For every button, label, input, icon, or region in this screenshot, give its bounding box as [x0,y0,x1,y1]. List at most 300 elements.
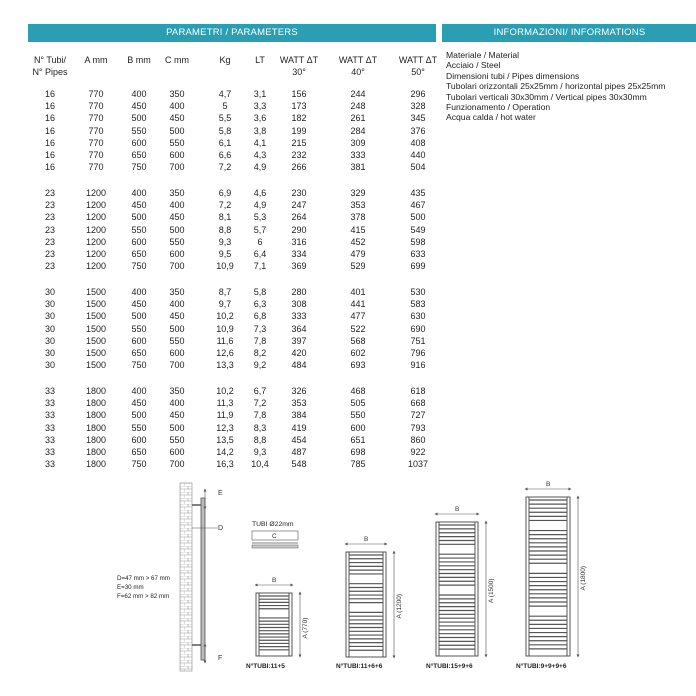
table-cell: 4,9 [253,200,267,211]
table-cell: 500 [169,224,185,235]
table-cell: 549 [410,224,426,235]
table-cell: 3,3 [253,101,267,112]
table-cell: 400 [131,188,147,198]
table-cell: 419 [291,422,307,433]
table-cell: 10,9 [216,261,234,272]
table-cell: 9,5 [218,249,232,259]
model-caption: N°TUBI:9+9+9+6 [516,663,567,670]
table-cell: 6,3 [253,299,267,310]
table-cell: 750 [131,162,147,173]
table-cell: 16 [44,101,55,112]
table-cell: 350 [169,386,185,396]
table-cell: 699 [410,261,426,272]
table-cell: 5,3 [253,212,267,223]
table-cell: 550 [169,335,185,346]
info-item: Acqua calda / hot water [446,112,536,123]
table-cell: 1037 [407,459,429,470]
table-cell: 378 [350,212,366,223]
table-cell: 23 [44,224,55,235]
label-c: C [272,533,277,540]
spec-d: D=47 mm > 67 mm [117,575,170,582]
table-cell: 33 [44,410,55,421]
table-cell: 1800 [85,459,107,470]
table-cell: 9,3 [218,236,232,247]
table-cell: 309 [350,137,366,148]
column-header-line1: N° Tubi/ [33,55,67,65]
label-b: B [272,577,277,584]
info-item: Funzionamento / Operation [446,102,551,113]
table-cell: 770 [88,125,104,136]
table-cell: 450 [131,299,147,310]
table-cell: 308 [291,299,307,310]
table-cell: 33 [44,422,55,433]
table-cell: 770 [88,137,104,148]
table-cell: 30 [44,287,55,297]
table-cell: 247 [291,200,307,211]
table-cell: 8,3 [253,422,267,433]
column-header-line1: A mm [84,55,108,65]
table-cell: 364 [291,323,307,334]
table-cell: 329 [350,188,366,198]
table-cell: 353 [291,398,307,409]
label-f: F [218,655,223,662]
table-cell: 16 [44,162,55,173]
table-cell: 770 [88,113,104,124]
table-cell: 600 [169,447,185,457]
radiator-model [246,577,309,670]
table-cell: 500 [131,410,147,421]
column-header-line2: 50° [411,67,425,77]
table-cell: 9,3 [253,447,267,457]
table-cell: 450 [169,212,185,223]
table-cell: 7,2 [218,162,232,173]
table-cell: 5,5 [218,113,232,124]
table-cell: 796 [410,348,426,358]
table-cell: 1500 [85,360,107,371]
table-cell: 690 [410,323,426,334]
table-cell: 333 [291,311,307,322]
table-cell: 550 [169,434,185,445]
table-cell: 1200 [85,212,107,223]
table-cell: 618 [410,386,426,396]
table-cell: 727 [410,410,426,421]
table-cell: 750 [131,459,147,470]
info-item: Acciaio / Steel [446,60,501,71]
table-cell: 8,2 [253,348,267,358]
table-cell: 400 [169,299,185,310]
table-cell: 381 [350,162,366,173]
table-cell: 698 [350,447,366,457]
table-cell: 785 [350,459,366,470]
table-cell: 8,8 [218,224,232,235]
table-cell: 400 [169,200,185,211]
table-cell: 415 [350,224,366,235]
table-cell: 1800 [85,434,107,445]
table-cell: 484 [291,360,307,371]
table-cell: 16 [44,125,55,136]
table-cell: 7,8 [253,410,267,421]
table-cell: 4,6 [253,188,267,198]
table-cell: 550 [131,323,147,334]
table-cell: 369 [291,261,307,272]
table-cell: 435 [410,188,426,198]
table-cell: 23 [44,188,55,198]
table-cell: 568 [350,335,366,346]
pipe-top-view [252,521,298,548]
table-cell: 1500 [85,335,107,346]
table-cell: 477 [350,311,366,322]
table-cell: 700 [169,360,185,371]
table-cell: 23 [44,261,55,272]
table-cell: 602 [350,348,366,358]
table-cell: 11,9 [216,410,234,421]
table-cell: 600 [169,348,185,358]
column-header-line2: 40° [351,67,365,77]
table-cell: 6,6 [218,150,232,160]
table-cell: 600 [131,335,147,346]
table-cell: 13,3 [216,360,234,371]
table-cell: 633 [410,249,426,259]
table-cell: 450 [169,311,185,322]
table-cell: 8,7 [218,287,232,297]
column-header-line2: 30° [292,67,306,77]
label-b: B [455,506,460,513]
table-cell: 1200 [85,200,107,211]
table-cell: 441 [350,299,366,310]
table-cell: 12,6 [216,348,234,358]
table-cell: 12,3 [216,422,234,433]
table-cell: 583 [410,299,426,310]
table-cell: 215 [291,137,307,148]
table-cell: 4,3 [253,150,267,160]
column-header-line1: Kg [219,55,231,65]
table-cell: 284 [350,125,366,136]
table-cell: 1800 [85,386,107,396]
table-cell: 3,8 [253,125,267,136]
table-cell: 6,9 [218,188,232,198]
table-cell: 770 [88,89,104,99]
table-cell: 4,7 [218,89,232,99]
radiator-side-view [201,498,205,660]
column-header-line1: WATT ΔT [279,55,319,65]
height-label: A (770) [302,617,309,639]
table-cell: 467 [410,200,426,211]
table-cell: 1800 [85,398,107,409]
label-e: E [218,490,223,497]
table-cell: 33 [44,386,55,396]
info-item: Tubolari orizzontali 25x25mm / horizontal pipes 25x25mm [446,81,666,92]
table-cell: 4,1 [253,137,267,148]
table-cell: 3,1 [253,89,267,99]
table-cell: 30 [44,323,55,334]
table-cell: 345 [410,113,426,124]
table-cell: 30 [44,311,55,322]
info-item: Tubolari verticali 30x30mm / Vertical pipes 30x30mm [446,91,647,102]
table-cell: 600 [131,434,147,445]
table-cell: 650 [131,150,147,160]
table-cell: 7,2 [218,200,232,211]
table-cell: 1800 [85,447,107,457]
table-cell: 651 [350,434,366,445]
table-cell: 397 [291,335,307,346]
table-cell: 751 [410,335,426,346]
table-cell: 401 [350,287,366,297]
table-cell: 1500 [85,348,107,358]
table-cell: 668 [410,398,426,409]
table-cell: 14,2 [216,447,234,457]
table-cell: 33 [44,398,55,409]
model-caption: N°TUBI:15+9+6 [426,663,473,670]
table-cell: 505 [350,398,366,409]
table-cell: 6,8 [253,311,267,322]
table-cell: 400 [131,386,147,396]
table-cell: 7,1 [253,261,267,272]
table-cell: 400 [131,287,147,297]
table-cell: 264 [291,212,307,223]
table-cell: 400 [131,89,147,99]
table-cell: 7,3 [253,323,267,334]
tubi-label: TUBI Ø22mm [252,521,294,528]
table-cell: 182 [291,113,307,124]
table-cell: 353 [350,200,366,211]
table-cell: 408 [410,137,426,148]
table-cell: 10,9 [216,323,234,334]
table-cell: 400 [169,101,185,112]
table-cell: 1200 [85,224,107,235]
table-cell: 500 [169,323,185,334]
table-cell: 500 [169,422,185,433]
table-cell: 334 [291,249,307,259]
table-cell: 450 [169,410,185,421]
table-cell: 30 [44,299,55,310]
table-cell: 693 [350,360,366,371]
table-cell: 504 [410,162,426,173]
table-cell: 10,2 [216,311,234,322]
table-cell: 384 [291,410,307,421]
table-cell: 550 [169,137,185,148]
table-cell: 750 [131,261,147,272]
table-cell: 290 [291,224,307,235]
table-cell: 10,4 [251,459,269,470]
table-cell: 550 [131,125,147,136]
table-cell: 1500 [85,323,107,334]
label-b: B [364,536,369,543]
table-cell: 244 [350,89,366,99]
table-cell: 11,6 [216,335,234,346]
table-cell: 5 [222,101,228,112]
table-cell: 23 [44,200,55,211]
height-label: A (1800) [580,565,587,591]
radiator-model [516,481,587,670]
table-cell: 280 [291,287,307,297]
table-cell: 376 [410,125,426,136]
table-cell: 530 [410,287,426,297]
table-cell: 1200 [85,249,107,259]
table-cell: 30 [44,360,55,371]
column-header-line2: N° Pipes [32,67,68,77]
table-cell: 33 [44,459,55,470]
info-item: Materiale / Material [446,50,520,60]
table-cell: 550 [131,422,147,433]
table-cell: 600 [169,150,185,160]
model-caption: N°TUBI:11+5 [246,663,285,670]
table-cell: 1200 [85,188,107,198]
table-cell: 450 [131,101,147,112]
table-cell: 440 [410,150,426,160]
table-cell: 650 [131,348,147,358]
table-cell: 16 [44,137,55,148]
table-cell: 33 [44,434,55,445]
spec-e: E=30 mm [117,584,144,591]
column-header-line1: WATT ΔT [338,55,378,65]
wall-mount-diagram [117,483,223,671]
table-cell: 230 [291,188,307,198]
table-cell: 548 [291,459,307,470]
table-cell: 500 [131,212,147,223]
table-cell: 4,9 [253,162,267,173]
table-cell: 316 [291,236,307,247]
table-cell: 529 [350,261,366,272]
model-caption: N°TUBI:11+6+6 [336,663,383,670]
table-cell: 261 [350,113,366,124]
table-cell: 468 [350,386,366,396]
table-cell: 296 [410,89,426,99]
table-cell: 30 [44,348,55,358]
table-cell: 6,4 [253,249,267,259]
table-cell: 600 [350,422,366,433]
table-cell: 700 [169,162,185,173]
table-cell: 5,8 [218,125,232,136]
table-cell: 3,6 [253,113,267,124]
table-cell: 1500 [85,299,107,310]
info-item: Dimensioni tubi / Pipes dimensions [446,70,580,81]
radiator-model [426,506,495,670]
table-cell: 232 [291,150,307,160]
column-header-line1: C mm [165,55,189,65]
table-cell: 479 [350,249,366,259]
label-d: D [218,525,224,532]
table-cell: 1800 [85,410,107,421]
table-cell: 7,2 [253,398,267,409]
table-cell: 452 [350,236,366,247]
table-cell: 7,8 [253,335,267,346]
table-cell: 16 [44,113,55,124]
radiator-model [336,536,403,670]
table-cell: 450 [169,113,185,124]
table-cell: 500 [131,113,147,124]
table-cell: 199 [291,125,307,136]
table-cell: 500 [410,212,426,223]
label-b: B [546,481,551,488]
table-cell: 650 [131,447,147,457]
table-cell: 522 [350,323,366,334]
table-cell: 6,7 [253,386,267,396]
table-cell: 16 [44,150,55,160]
table-cell: 1200 [85,236,107,247]
table-cell: 598 [410,236,426,247]
table-cell: 454 [291,434,307,445]
table-cell: 16 [44,89,55,99]
height-label: A (1200) [396,593,403,619]
table-cell: 750 [131,360,147,371]
table-cell: 8,8 [253,434,267,445]
info-title: INFORMAZIONI/ INFORMATIONS [493,27,646,38]
radiator-models [246,481,587,670]
table-cell: 333 [350,150,366,160]
table-cell: 1800 [85,422,107,433]
table-cell: 793 [410,422,426,433]
table-cell: 248 [350,101,366,112]
table-cell: 550 [350,410,366,421]
table-cell: 326 [291,386,307,396]
spec-f: F=62 mm > 82 mm [117,593,170,600]
table-cell: 9,2 [253,360,267,371]
table-cell: 173 [291,101,307,112]
table-cell: 400 [169,398,185,409]
table-cell: 550 [131,224,147,235]
table-cell: 1200 [85,261,107,272]
table-cell: 500 [131,311,147,322]
table-cell: 916 [410,360,426,371]
table-cell: 770 [88,101,104,112]
table-cell: 860 [410,434,426,445]
table-cell: 922 [410,447,426,457]
table-cell: 16,3 [216,459,234,470]
column-header-line1: LT [255,55,265,65]
table-cell: 5,7 [253,224,267,235]
height-label: A (1500) [488,578,495,603]
table-cell: 6 [257,236,263,247]
table-cell: 6,1 [218,137,232,148]
table-cell: 13,5 [216,434,234,445]
table-cell: 33 [44,447,55,457]
table-cell: 550 [169,236,185,247]
table-cell: 420 [291,348,307,358]
table-cell: 156 [291,89,307,99]
table-cell: 770 [88,162,104,173]
table-cell: 450 [131,398,147,409]
table-cell: 600 [131,236,147,247]
parameters-title: PARAMETRI / PARAMETERS [166,27,298,38]
wall-hatch [180,483,192,671]
table-cell: 5,8 [253,287,267,297]
table-cell: 487 [291,447,307,457]
table-cell: 9,7 [218,299,232,310]
table-cell: 328 [410,101,426,112]
table-cell: 500 [169,125,185,136]
table-cell: 30 [44,335,55,346]
table-cell: 600 [131,137,147,148]
table-cell: 650 [131,249,147,259]
table-cell: 23 [44,236,55,247]
table-cell: 600 [169,249,185,259]
table-cell: 350 [169,287,185,297]
column-header-line1: B mm [127,55,151,65]
table-cell: 23 [44,212,55,223]
table-cell: 11,3 [216,398,234,409]
table-cell: 350 [169,188,185,198]
table-cell: 350 [169,89,185,99]
table-cell: 700 [169,261,185,272]
table-cell: 770 [88,150,104,160]
column-header-line1: WATT ΔT [398,55,438,65]
table-cell: 1500 [85,287,107,297]
table-cell: 1500 [85,311,107,322]
table-cell: 450 [131,200,147,211]
table-cell: 8,1 [218,212,232,223]
table-cell: 23 [44,249,55,259]
table-cell: 10,2 [216,386,234,396]
